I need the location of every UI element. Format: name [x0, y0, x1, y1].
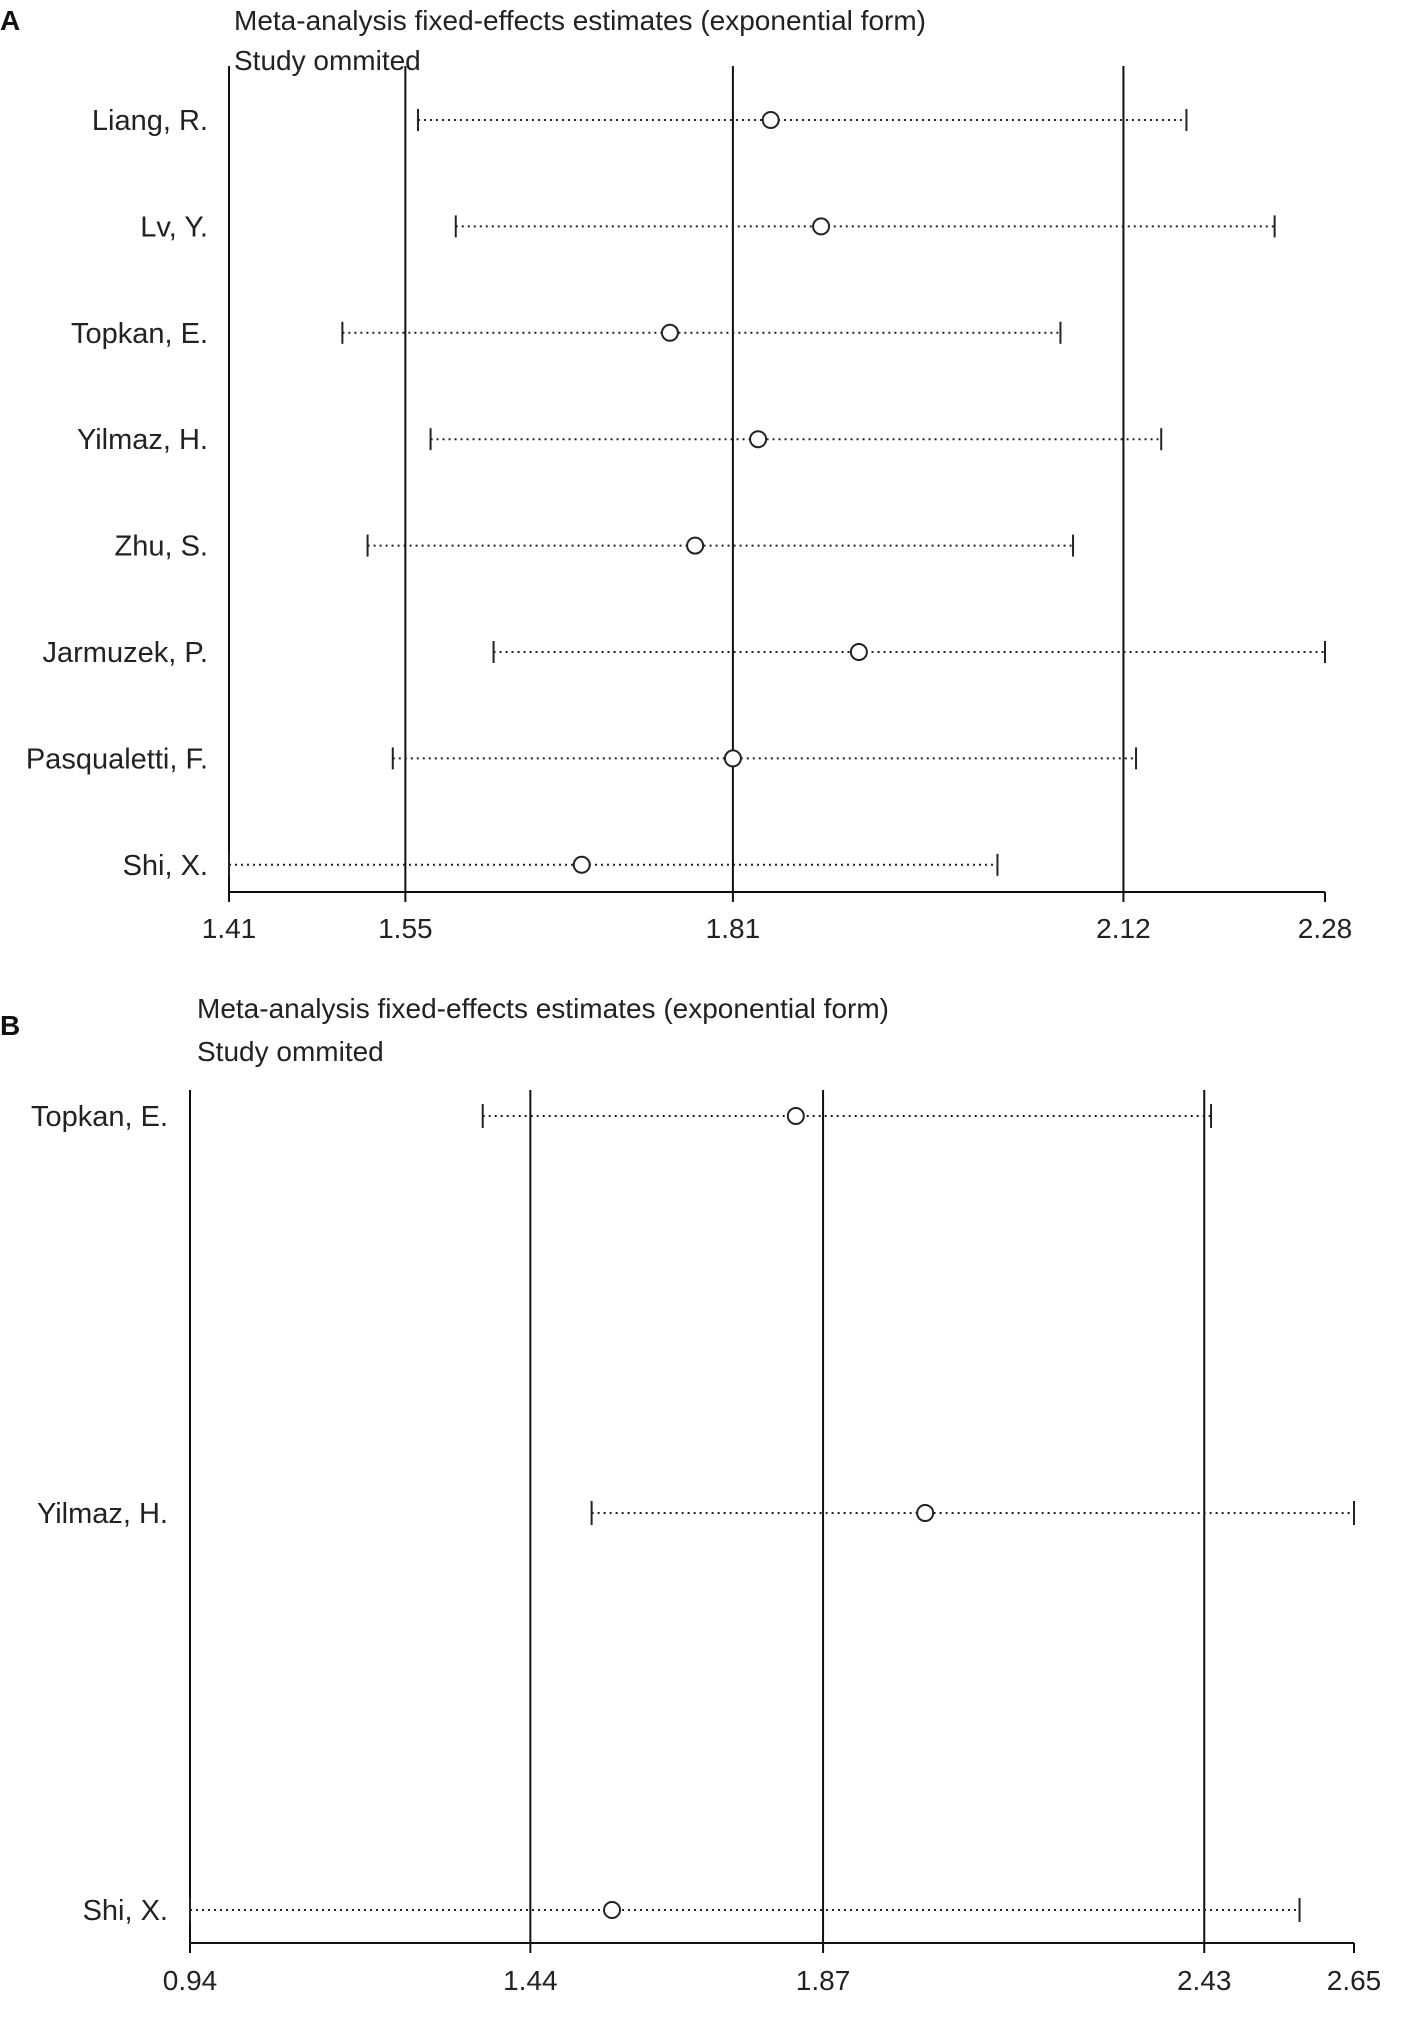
- estimate-point: [574, 857, 590, 873]
- x-tick-label: 2.28: [1297, 913, 1353, 944]
- x-tick-label: 1.81: [705, 913, 761, 944]
- x-tick-label: 1.44: [503, 1965, 558, 1996]
- x-tick-label: 2.43: [1176, 1965, 1232, 1996]
- x-tick-label: 1.87: [795, 1965, 851, 1996]
- panel-letter: B: [0, 1010, 21, 1041]
- panel-letter: A: [0, 5, 21, 36]
- x-tick-label: 1.55: [378, 913, 433, 944]
- study-label: Shi, X.: [82, 1895, 168, 1927]
- study-label: Lv, Y.: [140, 211, 208, 244]
- study-label: Jarmuzek, P.: [42, 637, 208, 669]
- chart-subtitle: Study ommited: [234, 45, 421, 76]
- estimate-point: [788, 1108, 804, 1124]
- estimate-point: [917, 1505, 933, 1521]
- study-label: Yilmaz, H.: [76, 424, 208, 457]
- x-tick-label: 2.12: [1096, 913, 1151, 944]
- estimate-point: [763, 112, 779, 128]
- study-label: Topkan, E.: [70, 317, 208, 350]
- x-tick-label: 1.41: [201, 913, 257, 944]
- study-label: Topkan, E.: [30, 1101, 168, 1133]
- estimate-point: [725, 750, 741, 766]
- x-tick-label: 2.65: [1326, 1965, 1382, 1996]
- study-label: Shi, X.: [122, 849, 208, 882]
- x-tick-label: 0.94: [162, 1965, 218, 1996]
- estimate-point: [750, 431, 766, 447]
- study-label: Yilmaz, H.: [36, 1498, 168, 1530]
- chart-subtitle: Study ommited: [197, 1036, 384, 1067]
- estimate-point: [687, 538, 703, 554]
- estimate-point: [813, 218, 829, 234]
- estimate-point: [662, 325, 678, 341]
- study-label: Liang, R.: [91, 105, 208, 137]
- chart-title: Meta-analysis fixed-effects estimates (exponential form): [234, 5, 926, 36]
- study-label: Zhu, S.: [114, 530, 208, 563]
- chart-title: Meta-analysis fixed-effects estimates (exponential form): [197, 993, 889, 1024]
- estimate-point: [604, 1902, 620, 1918]
- study-label: Pasqualetti, F.: [25, 743, 208, 776]
- estimate-point: [851, 644, 867, 660]
